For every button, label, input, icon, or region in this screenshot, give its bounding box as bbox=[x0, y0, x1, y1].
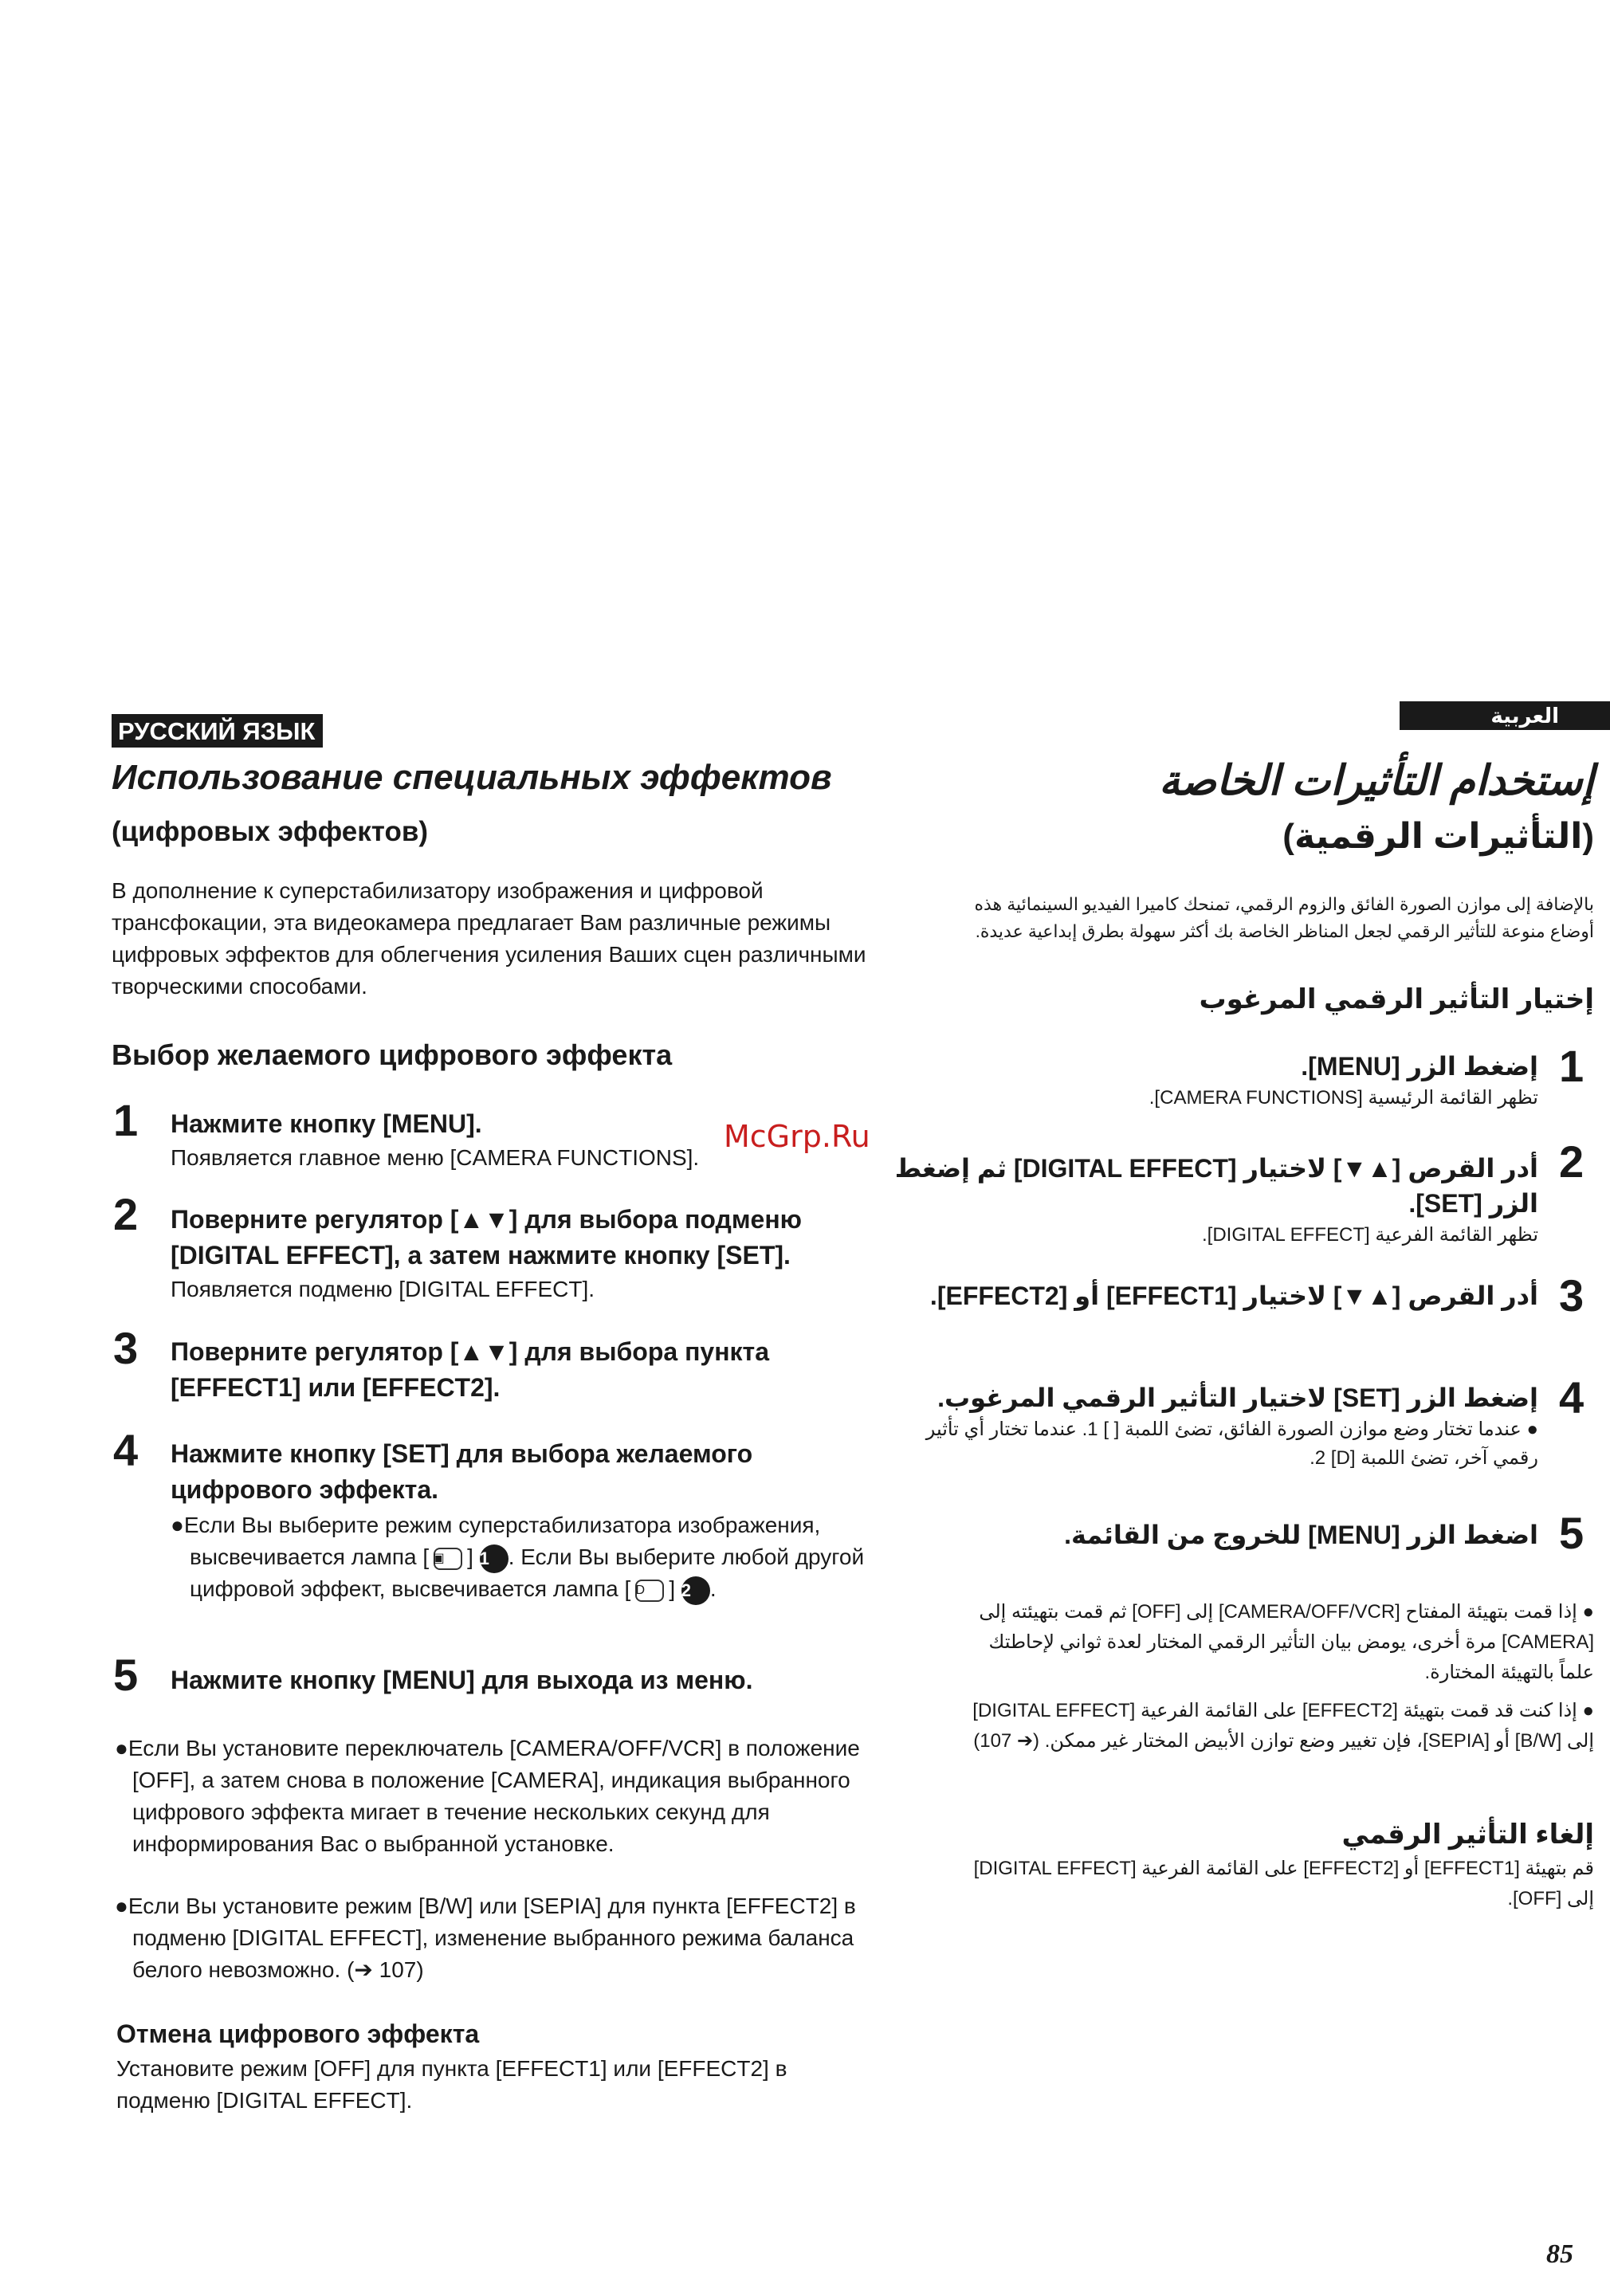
language-label-russian: РУССКИЙ ЯЗЫК bbox=[112, 714, 323, 748]
intro-paragraph-russian: В дополнение к суперстабилизатору изображения и цифровой трансфокации, эта видеокамера предлагает Вам различные режимы цифровых эффектов для облегчения усиления Ваших сцен различными творческими способами. bbox=[112, 878, 866, 999]
cancel-title-russian: Отмена цифрового эффекта bbox=[116, 2019, 480, 2048]
step-heading: Нажмите кнопку [SET] для выбора желаемого цифрового эффекта. bbox=[171, 1439, 753, 1504]
intro-paragraph-arabic: بالإضافة إلى موازن الصورة الفائق والزوم الرقمي، تمنحك كاميرا الفيديو السينمائية هذه أوضاع منوعة للتأثير الرقمي لجعل المناظر الخاصة بك أكثر سهولة بطرق إبداعية عديدة. bbox=[974, 894, 1594, 941]
step-description: ● عندما تختار وضع موازن الصورة الفائق، تضئ اللمبة [ ] 1. عندما تختار أي تأثير رقمي آخر، تضئ اللمبة [D] 2. bbox=[925, 1419, 1538, 1469]
step-number: 1 bbox=[113, 1095, 139, 1145]
cancel-text-arabic: قم بتهيئة [EFFECT1] أو [EFFECT2] على القائمة الفرعية [DIGITAL EFFECT] إلى [OFF]. bbox=[973, 1858, 1594, 1909]
cancel-title-arabic: إلغاء التأثير الرقمي bbox=[1341, 1819, 1594, 1850]
step-description: Появляется главное меню [CAMERA FUNCTIONS]. bbox=[171, 1145, 700, 1170]
note-2-russian: ●Если Вы установите режим [B/W] или [SEPIA] для пункта [EFFECT2] в подменю [DIGITAL EFFECT], изменение выбранного режима баланса белого невозможно. (➔ 107) bbox=[115, 1894, 856, 1982]
step-number: 4 bbox=[113, 1425, 139, 1475]
step-description: تظهر القائمة الفرعية [DIGITAL EFFECT]. bbox=[1201, 1224, 1538, 1246]
note-1-arabic: ● إذا قمت بتهيئة المفتاح [CAMERA/OFF/VCR] إلى [OFF] ثم قمت بتهيئته إلى [CAMERA] مرة أخرى، يومض بيان التأثير الرقمي المختار لعدة ثواني لإحاطتك علماً بالتهيئة المختارة. bbox=[979, 1601, 1594, 1683]
step-description: ●Если Вы выберите режим суперстабилизатора изображения, высвечивается лампа [ ▣ ] 1 . Если Вы выберите любой другой цифровой эффект, высвечивается лампа [ D ] 2 . bbox=[171, 1509, 888, 1605]
step-heading: اضغط الزر [MENU] للخروج من القائمة. bbox=[1064, 1521, 1538, 1549]
step-heading: Поверните регулятор [▲▼] для выбора пункта [EFFECT1] или [EFFECT2]. bbox=[171, 1337, 770, 1402]
page-title-russian: Использование специальных эффектов bbox=[112, 758, 832, 797]
step-2-russian bbox=[171, 1202, 888, 1305]
section-title-arabic: إختيار التأثير الرقمي المرغوب bbox=[1199, 984, 1594, 1015]
step-number: 3 bbox=[113, 1323, 139, 1373]
section-title-russian: Выбор желаемого цифрового эффекта bbox=[112, 1038, 673, 1071]
page-subtitle-arabic: (التأثيرات الرقمية) bbox=[1282, 817, 1594, 856]
marker-1-icon: 1 bbox=[480, 1544, 509, 1573]
step-number: 1 bbox=[1559, 1041, 1584, 1091]
step-heading: Поверните регулятор [▲▼] для выбора подменю [DIGITAL EFFECT], а затем нажмите кнопку [SET]. bbox=[171, 1205, 802, 1270]
stabilizer-lamp-icon: ▣ bbox=[434, 1548, 462, 1570]
step-3-russian bbox=[171, 1334, 888, 1406]
step-heading: أدر القرص [▲▼] لاختيار [DIGITAL EFFECT] ثم إضغط الزر [SET]. bbox=[894, 1154, 1538, 1218]
step-number: 5 bbox=[1559, 1508, 1584, 1558]
note-1-russian: ●Если Вы установите переключатель [CAMERA/OFF/VCR] в положение [OFF], а затем снова в положение [CAMERA], индикация выбранного цифрового эффекта мигает в течение нескольких секунд для информирования Вас о выбранной установке. bbox=[115, 1736, 860, 1856]
step-number: 2 bbox=[1559, 1136, 1584, 1187]
step-number: 4 bbox=[1559, 1372, 1584, 1423]
step-4-russian bbox=[171, 1436, 888, 1605]
digital-effect-lamp-icon: D bbox=[635, 1580, 664, 1602]
watermark: McGrp.Ru bbox=[724, 1119, 870, 1154]
marker-2-icon: 2 bbox=[681, 1576, 710, 1605]
step-2-arabic bbox=[877, 1151, 1538, 1250]
step-description: Появляется подменю [DIGITAL EFFECT]. bbox=[171, 1277, 595, 1301]
step-5-russian bbox=[171, 1662, 888, 1698]
step-heading: Нажмите кнопку [MENU]. bbox=[171, 1109, 482, 1138]
step-number: 3 bbox=[1559, 1270, 1584, 1321]
step-heading: إضغط الزر [SET] لاختيار التأثير الرقمي المرغوب. bbox=[937, 1383, 1538, 1412]
step-4-arabic bbox=[877, 1380, 1538, 1473]
step-description: تظهر القائمة الرئيسية [CAMERA FUNCTIONS]. bbox=[1149, 1087, 1538, 1109]
step-heading: أدر القرص [▲▼] لاختيار [EFFECT1] أو [EFFECT2]. bbox=[929, 1281, 1538, 1310]
page-subtitle-russian: (цифровых эффектов) bbox=[112, 816, 428, 847]
step-heading: Нажмите кнопку [MENU] для выхода из меню. bbox=[171, 1666, 753, 1694]
step-heading: إضغط الزر [MENU]. bbox=[1301, 1052, 1538, 1081]
note-2-arabic: ● إذا كنت قد قمت بتهيئة [EFFECT2] على القائمة الفرعية [DIGITAL EFFECT] إلى [B/W] أو [SEPIA]، فإن تغيير وضع توازن الأبيض المختار غير ممكن. (➔ 107) bbox=[972, 1700, 1594, 1752]
step-1-arabic bbox=[877, 1049, 1538, 1113]
step-number: 2 bbox=[113, 1189, 139, 1239]
page-number: 85 bbox=[1546, 2239, 1573, 2269]
step-5-arabic bbox=[877, 1517, 1538, 1552]
language-label-arabic: العربية bbox=[1400, 701, 1610, 730]
step-number: 5 bbox=[113, 1650, 139, 1700]
step-3-arabic bbox=[877, 1278, 1538, 1313]
cancel-text-russian: Установите режим [OFF] для пункта [EFFECT1] или [EFFECT2] в подменю [DIGITAL EFFECT]. bbox=[116, 2056, 787, 2113]
page-title-arabic: إستخدام التأثيرات الخاصة bbox=[1159, 758, 1594, 804]
